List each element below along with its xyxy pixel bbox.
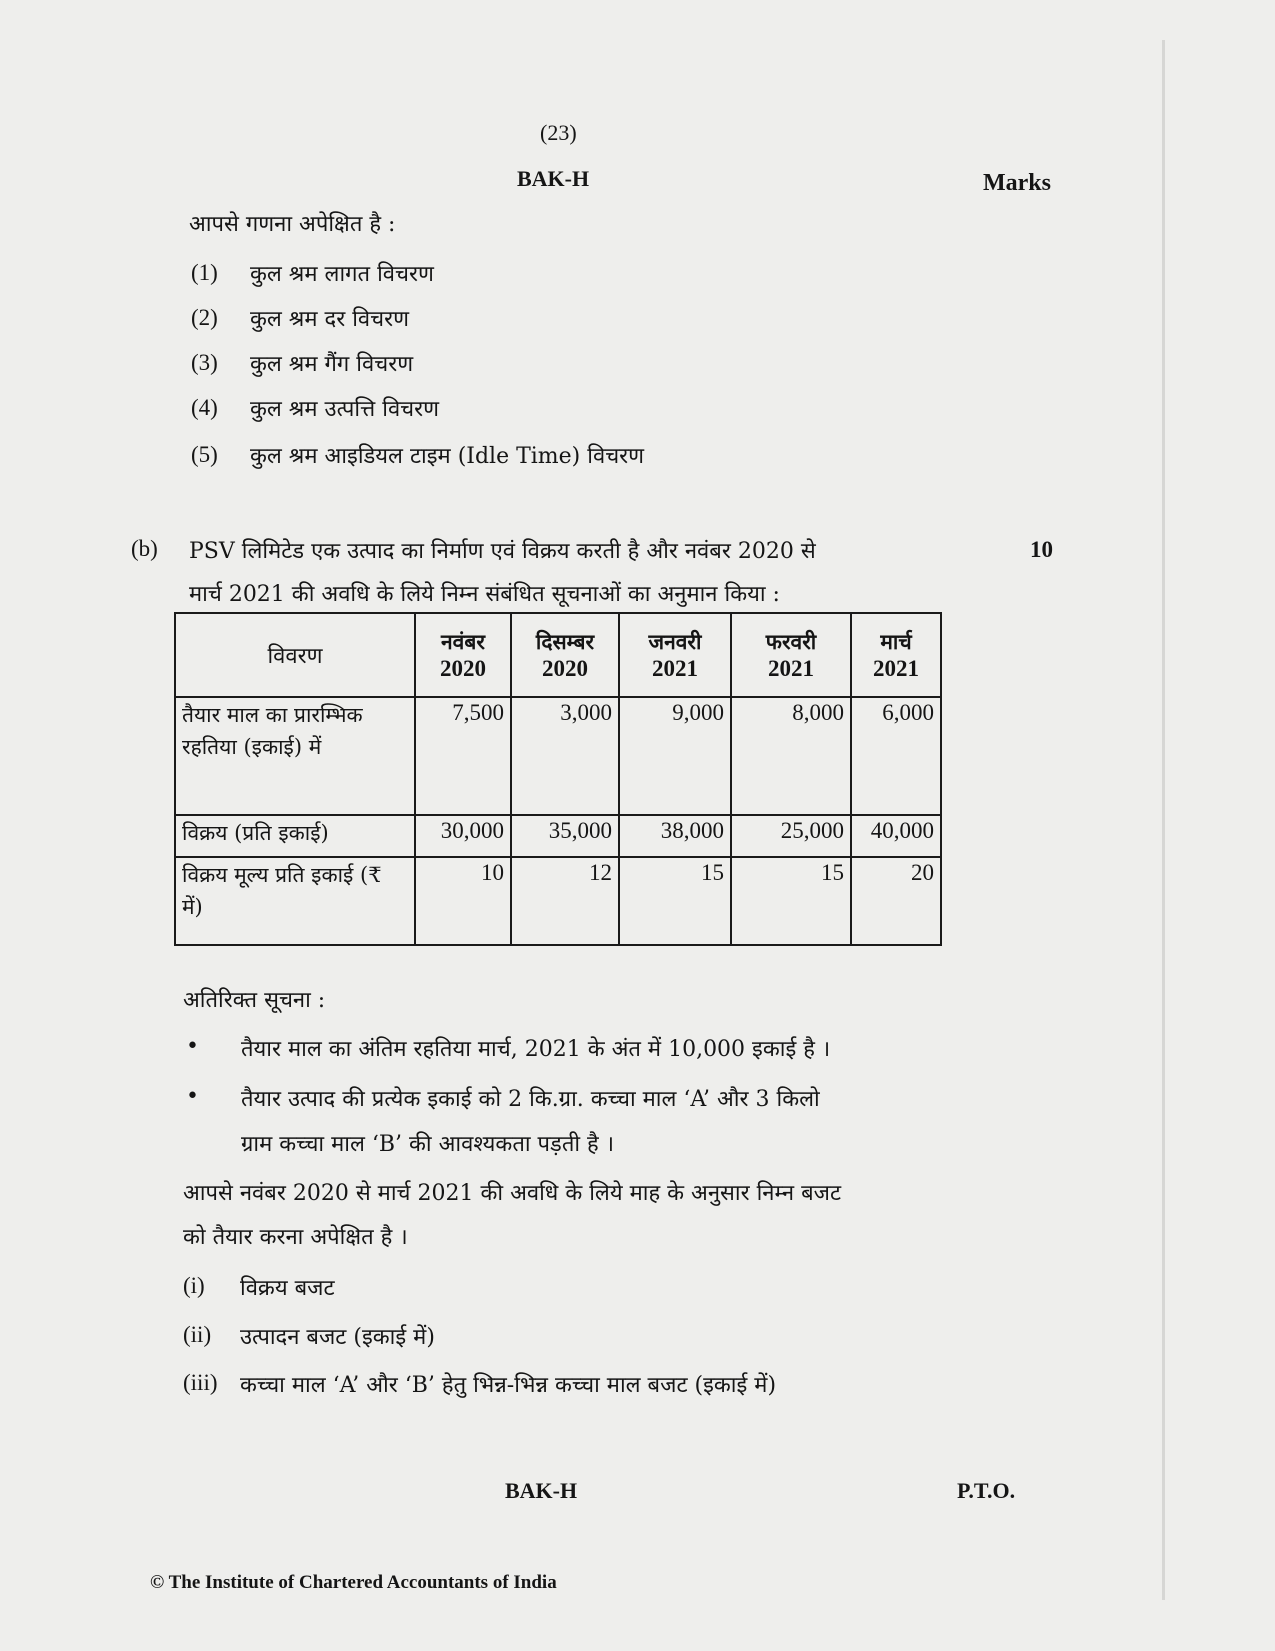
copyright-notice: © The Institute of Chartered Accountants of India [150, 1572, 557, 1593]
requirement-line-1: आपसे नवंबर 2020 से मार्च 2021 की अवधि के लिये माह के अनुसार निम्न बजट [183, 1181, 842, 1206]
year-label: 2021 [652, 656, 698, 681]
additional-bullet-1: तैयार माल का अंतिम रहतिया मार्च, 2021 के अंत में 10,000 इकाई है । [241, 1037, 831, 1062]
table-header-cell: विवरण [175, 613, 415, 697]
requirement-item-text: कच्चा माल ‘A’ और ‘B’ हेतु भिन्न-भिन्न कच्चा माल बजट (इकाई में) [240, 1373, 777, 1398]
table-cell: 25,000 [731, 815, 851, 857]
month-label: दिसम्बर [535, 629, 595, 654]
table-cell: 8,000 [731, 697, 851, 815]
requirement-item-text: उत्पादन बजट (इकाई में) [240, 1325, 435, 1350]
part-b-marks: 10 [1030, 537, 1053, 562]
bullet-icon: • [186, 1034, 199, 1059]
list-item-text: कुल श्रम दर विचरण [250, 307, 410, 332]
year-label: 2021 [768, 656, 814, 681]
additional-bullet-2-line-1: तैयार उत्पाद की प्रत्येक इकाई को 2 कि.ग्रा. कच्चा माल ‘A’ और 3 किलो [241, 1087, 820, 1112]
part-b-line-2: मार्च 2021 की अवधि के लिये निम्न संबंधित सूचनाओं का अनुमान किया : [189, 582, 780, 607]
table-cell: 3,000 [511, 697, 619, 815]
table-cell: 9,000 [619, 697, 731, 815]
list-item-text: कुल श्रम गैंग विचरण [250, 352, 414, 377]
table-header-cell [731, 613, 851, 697]
requirement-line-2: को तैयार करना अपेक्षित है । [183, 1225, 408, 1250]
month-label: फरवरी [765, 629, 817, 654]
list-item-text: कुल श्रम उत्पत्ति विचरण [250, 397, 440, 422]
list-item-number: (4) [191, 395, 218, 420]
part-a-intro: आपसे गणना अपेक्षित है : [189, 212, 396, 237]
table-header-cell [619, 613, 731, 697]
table-cell: 15 [619, 857, 731, 945]
year-label: 2021 [873, 656, 919, 681]
row-label: विक्रय (प्रति इकाई) [175, 815, 415, 857]
table-cell: 15 [731, 857, 851, 945]
list-item-number: (3) [191, 350, 218, 375]
part-b-line-1: PSV लिमिटेड एक उत्पाद का निर्माण एवं विक्रय करती है और नवंबर 2020 से [189, 539, 816, 564]
paper-code-header: BAK-H [517, 166, 590, 191]
bullet-icon: • [186, 1084, 199, 1109]
table-cell: 35,000 [511, 815, 619, 857]
pto-label: P.T.O. [957, 1478, 1016, 1503]
requirement-item-number: (ii) [183, 1322, 212, 1347]
table-cell: 30,000 [415, 815, 511, 857]
table-cell: 7,500 [415, 697, 511, 815]
table-cell: 12 [511, 857, 619, 945]
month-label: नवंबर [441, 629, 485, 654]
requirement-item-number: (i) [183, 1273, 205, 1298]
month-label: जनवरी [648, 629, 702, 654]
additional-info-heading: अतिरिक्त सूचना : [183, 988, 326, 1013]
list-item-text: कुल श्रम लागत विचरण [250, 262, 434, 287]
list-item-number: (5) [191, 442, 218, 467]
budget-data-table [174, 612, 942, 946]
list-item-text: कुल श्रम आइडियल टाइम (Idle Time) विचरण [250, 444, 645, 469]
table-header-row [175, 613, 941, 697]
year-label: 2020 [542, 656, 588, 681]
paper-code-footer: BAK-H [505, 1478, 578, 1503]
month-label: मार्च [880, 629, 912, 654]
table-header-cell [415, 613, 511, 697]
table-cell: 40,000 [851, 815, 941, 857]
marks-column-label: Marks [983, 170, 1051, 196]
table-cell: 38,000 [619, 815, 731, 857]
table-cell: 20 [851, 857, 941, 945]
year-label: 2020 [440, 656, 486, 681]
table-cell: 6,000 [851, 697, 941, 815]
part-b-label: (b) [131, 536, 158, 561]
table-cell: 10 [415, 857, 511, 945]
list-item-number: (1) [191, 260, 218, 285]
additional-bullet-2-line-2: ग्राम कच्चा माल ‘B’ की आवश्यकता पड़ती है । [241, 1132, 615, 1157]
row-label: विक्रय मूल्य प्रति इकाई (₹ में) [175, 857, 415, 945]
requirement-item-number: (iii) [183, 1370, 218, 1395]
row-label: तैयार माल का प्रारम्भिक रहतिया (इकाई) में [175, 697, 415, 815]
page-edge-shadow [1162, 40, 1165, 1600]
table-row [175, 815, 941, 857]
table-row [175, 697, 941, 815]
requirement-item-text: विक्रय बजट [240, 1276, 335, 1301]
table-header-cell [511, 613, 619, 697]
list-item-number: (2) [191, 305, 218, 330]
table-row [175, 857, 941, 945]
page-number: (23) [540, 120, 577, 145]
table-header-cell [851, 613, 941, 697]
